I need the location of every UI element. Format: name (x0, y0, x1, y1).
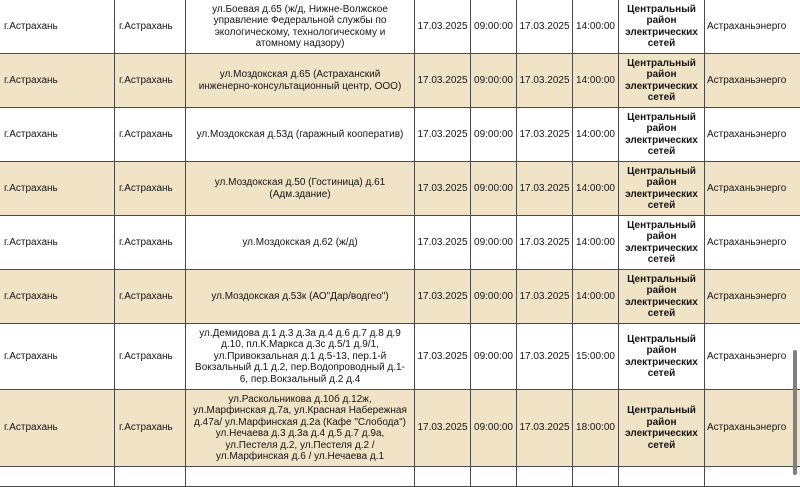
city-cell: г.Астрахань (115, 162, 186, 216)
city-cell: г.Астрахань (115, 390, 186, 467)
region-cell (0, 467, 115, 487)
table-row (0, 108, 800, 162)
start-date-cell: 17.03.2025 (415, 390, 471, 467)
company-cell: Астраханьэнерго (705, 324, 800, 390)
company-cell: Астраханьэнерго (705, 108, 800, 162)
region-cell: г.Астрахань (0, 324, 115, 390)
table-row (0, 270, 800, 324)
company-cell: Астраханьэнерго (705, 390, 800, 467)
district-cell: Центральный район электрических сетей (619, 0, 705, 54)
district-cell: Центральный район электрических сетей (619, 216, 705, 270)
end-time-cell: 15:00:00 (573, 324, 619, 390)
end-time-cell: 14:00:00 (573, 0, 619, 54)
table-row (0, 216, 800, 270)
end-date-cell (517, 467, 573, 487)
district-cell: Центральный район электрических сетей (619, 324, 705, 390)
city-cell: г.Астрахань (115, 270, 186, 324)
company-cell: Астраханьэнерго (705, 162, 800, 216)
start-date-cell: 17.03.2025 (415, 216, 471, 270)
company-cell: Астраханьэнерго (705, 54, 800, 108)
start-date-cell (415, 467, 471, 487)
district-cell: Центральный район электрических сетей (619, 162, 705, 216)
end-date-cell: 17.03.2025 (517, 270, 573, 324)
address-cell: ул.Моздокская д.50 (Гостиница) д.61 (Адм.здание) (186, 162, 415, 216)
table-row (0, 390, 800, 467)
city-cell: г.Астрахань (115, 54, 186, 108)
table-row (0, 324, 800, 390)
region-cell: г.Астрахань (0, 270, 115, 324)
end-date-cell: 17.03.2025 (517, 390, 573, 467)
city-cell: г.Астрахань (115, 216, 186, 270)
district-cell: Центральный район электрических сетей (619, 54, 705, 108)
region-cell: г.Астрахань (0, 216, 115, 270)
start-time-cell: 09:00:00 (471, 108, 517, 162)
end-time-cell: 18:00:00 (573, 390, 619, 467)
address-cell: ул.Моздокская д.53д (гаражный кооператив) (186, 108, 415, 162)
end-date-cell: 17.03.2025 (517, 108, 573, 162)
company-cell: Астраханьэнерго (705, 270, 800, 324)
region-cell: г.Астрахань (0, 108, 115, 162)
city-cell (115, 467, 186, 487)
address-cell: ул.Демидова д.1 д.3 д.3а д.4 д.6 д.7 д.8 д.9 д.10, пл.К.Маркса д.3с д.5/1 д.9/1, ул.Привокзальная д.1 д.5-13, пер.1-й Вокзальный д.1 д.2, пер.Водопроводный д.1-6, пер.Вокзальный д.2 д.4 (186, 324, 415, 390)
company-cell (705, 467, 800, 487)
region-cell: г.Астрахань (0, 390, 115, 467)
table-row (0, 467, 800, 487)
start-date-cell: 17.03.2025 (415, 0, 471, 54)
end-time-cell: 14:00:00 (573, 216, 619, 270)
end-time-cell: 14:00:00 (573, 270, 619, 324)
address-cell: ул.Моздокская д.65 (Астраханский инженерно-консультационный центр, ООО) (186, 54, 415, 108)
start-date-cell: 17.03.2025 (415, 324, 471, 390)
start-date-cell: 17.03.2025 (415, 108, 471, 162)
start-time-cell: 09:00:00 (471, 216, 517, 270)
end-time-cell (573, 467, 619, 487)
end-time-cell: 14:00:00 (573, 108, 619, 162)
end-date-cell: 17.03.2025 (517, 54, 573, 108)
start-time-cell: 09:00:00 (471, 0, 517, 54)
table-row (0, 54, 800, 108)
city-cell: г.Астрахань (115, 324, 186, 390)
end-date-cell: 17.03.2025 (517, 324, 573, 390)
start-time-cell: 09:00:00 (471, 162, 517, 216)
end-time-cell: 14:00:00 (573, 54, 619, 108)
address-cell: ул.Боевая д.65 (ж/д, Нижне-Волжское управление Федеральной службы по экологическому, технологическому и атомному надзору) (186, 0, 415, 54)
start-date-cell: 17.03.2025 (415, 270, 471, 324)
district-cell (619, 467, 705, 487)
city-cell: г.Астрахань (115, 108, 186, 162)
address-cell (186, 467, 415, 487)
start-time-cell: 09:00:00 (471, 390, 517, 467)
company-cell: Астраханьэнерго (705, 216, 800, 270)
vertical-scrollbar[interactable] (793, 350, 797, 475)
region-cell: г.Астрахань (0, 162, 115, 216)
start-time-cell: 09:00:00 (471, 54, 517, 108)
district-cell: Центральный район электрических сетей (619, 270, 705, 324)
start-date-cell: 17.03.2025 (415, 54, 471, 108)
address-cell: ул.Моздокская д.62 (ж/д) (186, 216, 415, 270)
district-cell: Центральный район электрических сетей (619, 390, 705, 467)
table-row (0, 162, 800, 216)
end-date-cell: 17.03.2025 (517, 162, 573, 216)
start-date-cell: 17.03.2025 (415, 162, 471, 216)
end-time-cell: 14:00:00 (573, 162, 619, 216)
end-date-cell: 17.03.2025 (517, 216, 573, 270)
address-cell: ул.Раскольникова д.10б д.12ж, ул.Марфинская д.7а, ул.Красная Набережная д.47а/ ул.Марфинская д.2а (Кафе "Слобода") ул.Нечаева д.3 д.3а д.4 д.5 д.7 д.9а, ул.Пестеля д.2, ул.Пестеля д.2 / ул.Марфинская д.6 / ул.Нечаева д.1 (186, 390, 415, 467)
address-cell: ул.Моздокская д.53к (АО"Дар/водгео") (186, 270, 415, 324)
region-cell: г.Астрахань (0, 54, 115, 108)
start-time-cell (471, 467, 517, 487)
district-cell: Центральный район электрических сетей (619, 108, 705, 162)
end-date-cell: 17.03.2025 (517, 0, 573, 54)
table-row (0, 0, 800, 54)
start-time-cell: 09:00:00 (471, 270, 517, 324)
company-cell: Астраханьэнерго (705, 0, 800, 54)
start-time-cell: 09:00:00 (471, 324, 517, 390)
region-cell: г.Астрахань (0, 0, 115, 54)
city-cell: г.Астрахань (115, 0, 186, 54)
